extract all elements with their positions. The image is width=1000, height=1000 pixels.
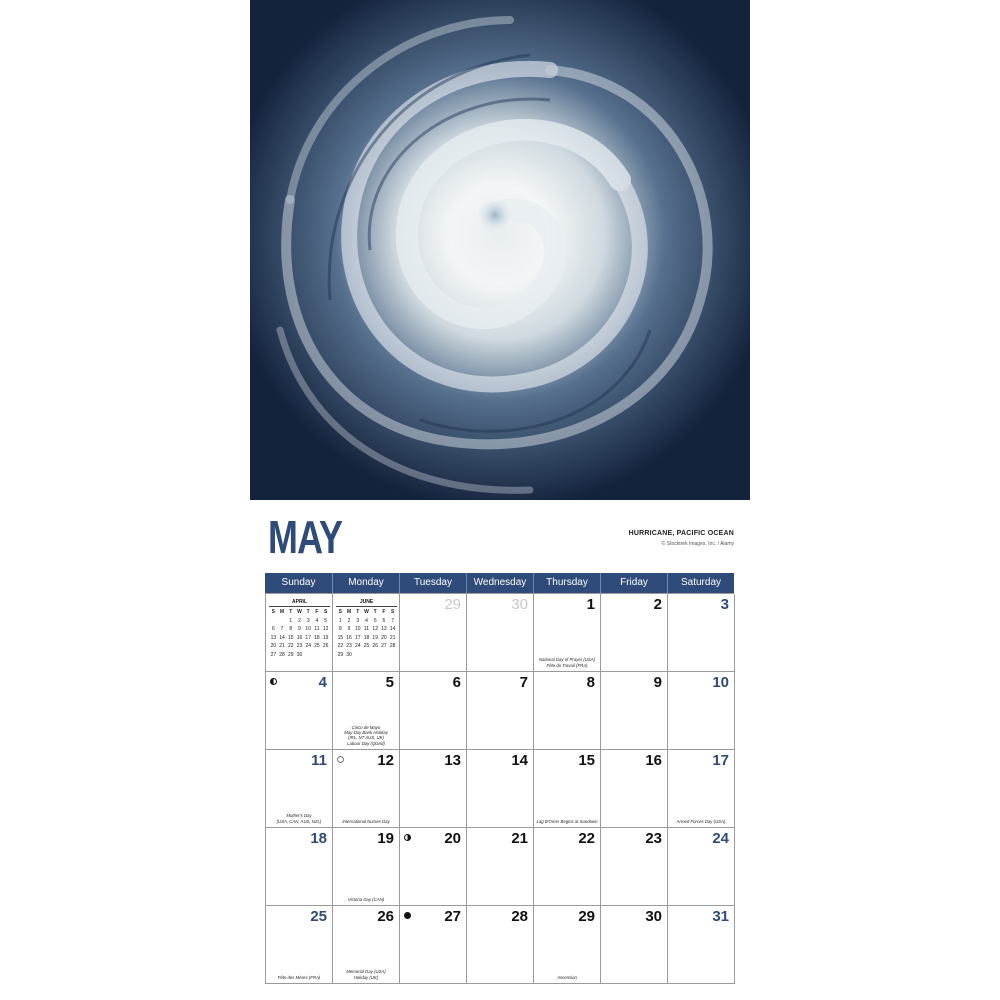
- mini-day: 1: [338, 617, 342, 624]
- mini-day: [321, 651, 330, 660]
- mini-day: 18: [363, 634, 370, 641]
- day-number: 2: [653, 596, 662, 613]
- day-number: 10: [712, 674, 729, 691]
- mini-day: 29: [288, 651, 294, 658]
- day-number: 18: [310, 830, 327, 847]
- mini-day: 23: [296, 643, 303, 649]
- mini-day: 11: [363, 626, 370, 632]
- day-cell: [467, 672, 534, 750]
- moon-phase-last-icon: [270, 678, 277, 685]
- day-cell: [534, 672, 601, 750]
- mini-day-header: T: [289, 609, 293, 615]
- mini-day: 1: [289, 617, 293, 624]
- mini-day-header: T: [356, 609, 360, 615]
- mini-day: 5: [324, 617, 328, 624]
- day-number: 21: [511, 830, 528, 847]
- mini-day: 2: [347, 617, 351, 624]
- mini-day-header: S: [271, 609, 276, 615]
- moon-phase-full-icon: [337, 756, 344, 763]
- day-number: 22: [578, 830, 595, 847]
- mini-day-header: M: [346, 609, 352, 615]
- mini-day: 5: [373, 617, 377, 624]
- holiday-note: International Nurses Day: [342, 818, 390, 824]
- caption-credit: © Stocktrek Images, Inc. / Alamy: [661, 541, 734, 547]
- mini-day: 4: [365, 617, 368, 624]
- mini-day: 26: [372, 643, 378, 649]
- mini-day: [353, 651, 362, 660]
- mini-day: 10: [355, 626, 361, 632]
- mini-day: 14: [389, 626, 396, 632]
- day-number: 14: [511, 752, 528, 769]
- day-number: 13: [444, 752, 461, 769]
- mini-calendar-title: JUNE: [336, 599, 397, 607]
- day-cell: [400, 750, 467, 828]
- mini-day: 7: [280, 626, 284, 632]
- day-cell: [534, 906, 601, 984]
- day-cell: [266, 828, 333, 906]
- mini-day: 30: [296, 651, 303, 658]
- mini-day: [304, 651, 313, 660]
- holiday-note: Lag B'Omer Begins at Sundown: [536, 818, 598, 824]
- mini-day-header: M: [279, 609, 285, 615]
- month-title: MAY: [268, 511, 343, 563]
- day-number: 24: [712, 830, 729, 847]
- mini-day: 6: [271, 626, 275, 632]
- day-cell: [601, 750, 668, 828]
- mini-day: 10: [305, 626, 311, 632]
- mini-day: 17: [355, 634, 361, 641]
- mini-day: 4: [315, 617, 319, 624]
- mini-calendar-grid: [269, 608, 330, 659]
- holiday-note: Victoria Day (CAN): [347, 896, 385, 902]
- day-number: 31: [712, 908, 729, 925]
- weekday-wednesday: Wednesday: [466, 573, 533, 593]
- day-number: 17: [712, 752, 729, 769]
- mini-day: 21: [389, 634, 396, 641]
- day-number: 8: [586, 674, 595, 691]
- mini-day: [313, 651, 322, 660]
- caption-title: HURRICANE, PACIFIC OCEAN: [628, 530, 734, 537]
- mini-day: 3: [356, 617, 360, 624]
- mini-day: 7: [391, 617, 395, 624]
- day-cell: [601, 906, 668, 984]
- day-cell: [467, 750, 534, 828]
- day-cell: [467, 594, 534, 672]
- mini-day: [380, 651, 389, 660]
- day-cell: [601, 594, 668, 672]
- day-number: 6: [452, 674, 461, 691]
- mini-calendar-grid: [336, 608, 397, 659]
- day-cell: [400, 672, 467, 750]
- day-number: 29: [444, 596, 461, 613]
- mini-day-header: T: [306, 609, 310, 615]
- holiday-note: Mother's Day (USA, CAN, AUS, NZL): [276, 813, 322, 824]
- day-number: 29: [578, 908, 595, 925]
- day-number: 9: [653, 674, 662, 691]
- weekday-monday: Monday: [332, 573, 399, 593]
- mini-calendar-title: APRIL: [269, 599, 330, 607]
- mini-day: 15: [288, 634, 294, 641]
- mini-day: 9: [298, 626, 301, 632]
- mini-day: [371, 651, 380, 660]
- weekday-tuesday: Tuesday: [399, 573, 466, 593]
- moon-phase-first-icon: [404, 834, 411, 841]
- mini-day: 23: [346, 643, 352, 649]
- weekday-thursday: Thursday: [533, 573, 600, 593]
- day-cell: [400, 828, 467, 906]
- day-number: 27: [444, 908, 461, 925]
- mini-calendar-june: [336, 599, 397, 659]
- mini-calendar-cell: [333, 594, 400, 672]
- mini-day: 17: [305, 634, 311, 641]
- mini-day: 27: [270, 651, 277, 658]
- mini-day: 13: [381, 626, 387, 632]
- mini-day: 8: [289, 626, 293, 632]
- day-cell: [668, 594, 735, 672]
- weekday-header: [265, 573, 734, 593]
- weekday-saturday: Saturday: [667, 573, 734, 593]
- mini-day: 19: [372, 634, 378, 641]
- day-number: 26: [377, 908, 394, 925]
- mini-day: 12: [322, 626, 329, 632]
- mini-day-header: F: [382, 609, 386, 615]
- holiday-note: Ascension: [557, 974, 577, 980]
- day-cell: [333, 906, 400, 984]
- mini-day: 28: [279, 651, 285, 658]
- mini-day: 12: [372, 626, 378, 632]
- day-cell: [534, 594, 601, 672]
- day-cell: [668, 906, 735, 984]
- day-number: 30: [511, 596, 528, 613]
- mini-day-header: S: [390, 609, 395, 615]
- day-cell: [534, 750, 601, 828]
- day-cell: [266, 750, 333, 828]
- mini-day: 16: [346, 634, 352, 641]
- day-cell: [333, 672, 400, 750]
- day-number: 23: [645, 830, 662, 847]
- mini-day: 20: [270, 643, 277, 649]
- day-cell: [467, 906, 534, 984]
- day-number: 30: [645, 908, 662, 925]
- day-grid: [265, 593, 734, 984]
- mini-day: 20: [381, 634, 387, 641]
- day-cell: [333, 828, 400, 906]
- day-number: 3: [720, 596, 729, 613]
- hurricane-photo: [250, 0, 750, 500]
- mini-day: 8: [338, 626, 342, 632]
- mini-calendar-april: [269, 599, 330, 659]
- mini-day: 18: [314, 634, 320, 641]
- hurricane-image: [250, 0, 750, 500]
- weekday-friday: Friday: [600, 573, 667, 593]
- mini-day: 14: [279, 634, 285, 641]
- day-cell: [400, 906, 467, 984]
- day-cell: [668, 750, 735, 828]
- mini-day: 28: [389, 643, 396, 649]
- day-cell: [333, 750, 400, 828]
- day-number: 1: [586, 596, 595, 613]
- day-number: 11: [311, 752, 327, 769]
- mini-day-header: T: [373, 609, 377, 615]
- mini-day: 30: [346, 651, 352, 658]
- mini-day: 25: [363, 643, 370, 649]
- mini-day-header: S: [323, 609, 328, 615]
- month-calendar: [265, 573, 734, 984]
- mini-day: 2: [298, 617, 301, 624]
- weekday-sunday: Sunday: [281, 577, 316, 588]
- mini-day-header: F: [315, 609, 319, 615]
- mini-day: 15: [337, 634, 344, 641]
- day-number: 7: [519, 674, 528, 691]
- day-number: 12: [377, 752, 394, 769]
- day-cell: [266, 672, 333, 750]
- mini-day: [269, 617, 278, 626]
- mini-day: 19: [322, 634, 329, 641]
- mini-day: 11: [314, 626, 320, 632]
- day-number: 4: [318, 674, 327, 691]
- day-cell: [601, 672, 668, 750]
- mini-day: 24: [305, 643, 311, 649]
- day-number: 25: [310, 908, 327, 925]
- mini-day: 22: [288, 643, 294, 649]
- day-number: 19: [377, 830, 394, 847]
- mini-day: 9: [347, 626, 351, 632]
- holiday-note: Cinco de Mayo May Day Bank Holiday (IRL, NT AUS, UK) Labour Day (Qland): [344, 724, 388, 746]
- day-cell: [534, 828, 601, 906]
- day-number: 5: [385, 674, 394, 691]
- mini-day: 25: [314, 643, 320, 649]
- mini-calendar-cell: [266, 594, 333, 672]
- day-cell: [668, 672, 735, 750]
- day-cell: [266, 906, 333, 984]
- mini-day: 22: [337, 643, 344, 649]
- mini-day: 21: [279, 643, 285, 649]
- mini-day: [278, 617, 287, 626]
- mini-day: 24: [355, 643, 361, 649]
- day-number: 16: [645, 752, 662, 769]
- holiday-note: Memorial Day (USA) Holiday (UK): [346, 969, 386, 980]
- mini-day: 29: [337, 651, 344, 658]
- moon-phase-new-icon: [404, 912, 411, 919]
- mini-day: 27: [381, 643, 387, 649]
- photo-caption: [629, 530, 734, 547]
- day-number: 15: [578, 752, 595, 769]
- day-number: 28: [511, 908, 528, 925]
- mini-day: 13: [270, 634, 277, 641]
- mini-day: [388, 651, 397, 660]
- holiday-note: National Day of Prayer (USA) Fête du Travail (FRA): [538, 657, 596, 668]
- mini-day: 3: [306, 617, 310, 624]
- day-cell: [601, 828, 668, 906]
- mini-day: 16: [296, 634, 303, 641]
- mini-day-header: W: [297, 609, 302, 615]
- mini-day: 26: [322, 643, 329, 649]
- holiday-note: Armed Forces Day (USA): [676, 818, 726, 824]
- day-cell: [467, 828, 534, 906]
- mini-day-header: W: [364, 609, 369, 615]
- mini-day: [362, 651, 371, 660]
- holiday-note: Fête des Mères (FRA): [277, 974, 321, 980]
- day-cell: [668, 828, 735, 906]
- mini-day-header: S: [338, 609, 343, 615]
- day-number: 20: [444, 830, 461, 847]
- day-cell: [400, 594, 467, 672]
- mini-day: 6: [382, 617, 386, 624]
